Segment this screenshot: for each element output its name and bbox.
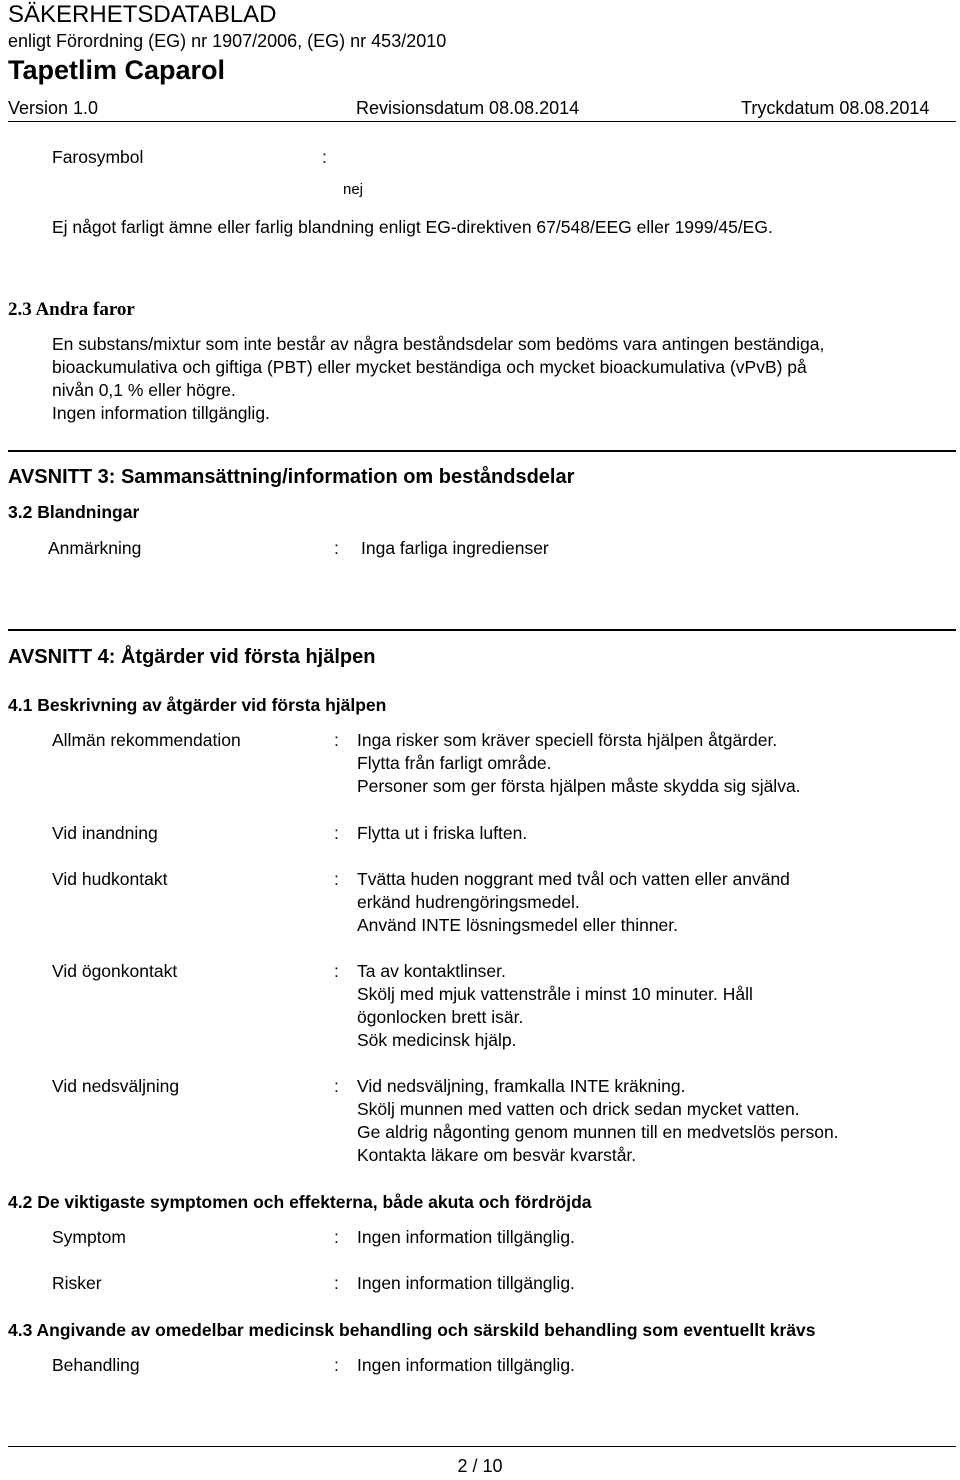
text-line: Flytta ut i friska luften. bbox=[357, 823, 528, 843]
first-aid-colon: : bbox=[334, 869, 339, 889]
document-title: SÄKERHETSDATABLAD bbox=[8, 1, 277, 28]
first-aid-label-eye: Vid ögonkontakt bbox=[52, 961, 178, 981]
risks-colon: : bbox=[334, 1273, 339, 1293]
section-4-1-heading: 4.1 Beskrivning av åtgärder vid första hjälpen bbox=[8, 695, 387, 715]
text-line: Ge aldrig någonting genom munnen till en medvetslös person. bbox=[357, 1122, 839, 1142]
other-hazards-line: bioackumulativa och giftiga (PBT) eller mycket beständiga och mycket bioackumulativa (vPvB) på bbox=[52, 357, 807, 377]
hazard-symbol-label: Farosymbol bbox=[52, 147, 144, 167]
footer-divider bbox=[8, 1446, 956, 1447]
other-hazards-line: En substans/mixtur som inte består av några beståndsdelar som bedöms vara antingen beständiga, bbox=[52, 334, 825, 354]
text-line: Flytta från farligt område. bbox=[357, 753, 552, 773]
first-aid-colon: : bbox=[334, 961, 339, 981]
symptom-label: Symptom bbox=[52, 1227, 126, 1247]
symptom-value: Ingen information tillgänglig. bbox=[357, 1227, 575, 1247]
text-line: Personer som ger första hjälpen måste skydda sig själva. bbox=[357, 776, 801, 796]
hazard-symbol-colon: : bbox=[322, 147, 327, 167]
first-aid-text-inhalation bbox=[357, 822, 527, 845]
other-hazards-line: nivån 0,1 % eller högre. bbox=[52, 380, 236, 400]
print-date: Tryckdatum 08.08.2014 bbox=[741, 98, 930, 118]
first-aid-colon: : bbox=[334, 1076, 339, 1096]
regulation-reference: enligt Förordning (EG) nr 1907/2006, (EG) nr 453/2010 bbox=[8, 31, 447, 51]
text-line: Skölj med mjuk vattenstråle i minst 10 minuter. Håll bbox=[357, 984, 753, 1004]
text-line: Kontakta läkare om besvär kvarstår. bbox=[357, 1145, 637, 1165]
treatment-label: Behandling bbox=[52, 1355, 140, 1375]
page-number: 2 / 10 bbox=[457, 1456, 503, 1476]
first-aid-text-skin bbox=[357, 868, 790, 937]
risks-label: Risker bbox=[52, 1273, 102, 1293]
section-4-heading: AVSNITT 4: Åtgärder vid första hjälpen bbox=[8, 646, 376, 668]
remark-colon: : bbox=[334, 538, 339, 558]
text-line: erkänd hudrengöringsmedel. bbox=[357, 892, 580, 912]
text-line: Sök medicinsk hjälp. bbox=[357, 1030, 517, 1050]
first-aid-label-skin: Vid hudkontakt bbox=[52, 869, 168, 889]
remark-label: Anmärkning bbox=[48, 538, 142, 558]
header-divider bbox=[8, 121, 956, 122]
text-line: Skölj munnen med vatten och drick sedan mycket vatten. bbox=[357, 1099, 800, 1119]
first-aid-label-inhalation: Vid inandning bbox=[52, 823, 158, 843]
text-line: Ta av kontaktlinser. bbox=[357, 961, 506, 981]
other-hazards-no-info: Ingen information tillgänglig. bbox=[52, 403, 270, 423]
first-aid-colon: : bbox=[334, 823, 339, 843]
hazard-symbol-value: nej bbox=[343, 181, 364, 198]
first-aid-label-ingestion: Vid nedsväljning bbox=[52, 1076, 180, 1096]
text-line: Tvätta huden noggrant med tvål och vatten eller använd bbox=[357, 869, 790, 889]
text-line: ögonlocken brett isär. bbox=[357, 1007, 524, 1027]
other-hazards-heading: 2.3 Andra faror bbox=[8, 299, 135, 320]
section-4-3-heading: 4.3 Angivande av omedelbar medicinsk behandling och särskild behandling som eventuellt krävs bbox=[8, 1320, 816, 1340]
text-line: Använd INTE lösningsmedel eller thinner. bbox=[357, 915, 679, 935]
remark-value: Inga farliga ingredienser bbox=[361, 538, 549, 558]
first-aid-colon: : bbox=[334, 730, 339, 750]
text-line: Inga risker som kräver speciell första hjälpen åtgärder. bbox=[357, 730, 778, 750]
first-aid-label-general: Allmän rekommendation bbox=[52, 730, 241, 750]
first-aid-text-eye bbox=[357, 960, 753, 1052]
first-aid-text-general bbox=[357, 729, 801, 798]
treatment-colon: : bbox=[334, 1355, 339, 1375]
version-label: Version 1.0 bbox=[8, 98, 99, 118]
section-3-heading: AVSNITT 3: Sammansättning/information om beståndsdelar bbox=[8, 466, 575, 488]
product-name: Tapetlim Caparol bbox=[8, 55, 226, 85]
symptom-colon: : bbox=[334, 1227, 339, 1247]
revision-date: Revisionsdatum 08.08.2014 bbox=[356, 98, 580, 118]
section-4-2-heading: 4.2 De viktigaste symptomen och effekterna, både akuta och fördröjda bbox=[8, 1192, 592, 1212]
first-aid-text-ingestion bbox=[357, 1075, 839, 1167]
risks-value: Ingen information tillgänglig. bbox=[357, 1273, 575, 1293]
section-divider bbox=[8, 629, 956, 631]
treatment-value: Ingen information tillgänglig. bbox=[357, 1355, 575, 1375]
text-line: Vid nedsväljning, framkalla INTE kräkning. bbox=[357, 1076, 686, 1096]
section-3-2-heading: 3.2 Blandningar bbox=[8, 502, 140, 522]
section-divider bbox=[8, 450, 956, 452]
hazard-statement: Ej något farligt ämne eller farlig blandning enligt EG-direktiven 67/548/EEG eller 1999/45/EG. bbox=[52, 217, 773, 237]
